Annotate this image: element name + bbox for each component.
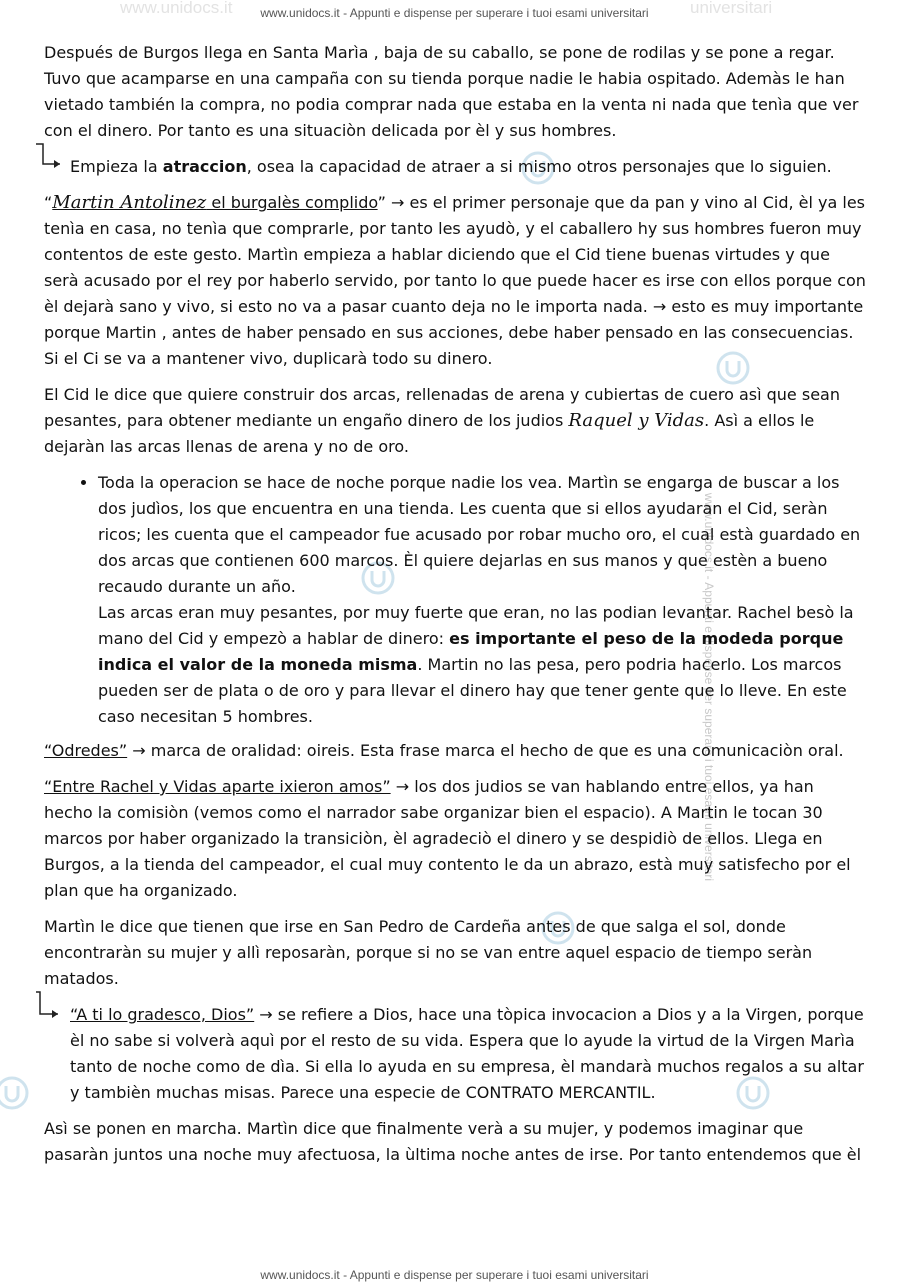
watermark-top: www.unidocs.it - Appunti e dispense per superare i tuoi esami universitari (260, 6, 649, 20)
martin-text: es el primer personaje que da pan y vino al Cid, èl ya les tenìa en casa, no tenìa que comprarle, por tanto les ayudò, y el caballero hy sus hombres fueron muy contentos de este gesto. Martìn empieza a hablar diciendo que el Cid tiene buenas virtudes y que serà acusado por el rey por haberlo servido, por tanto lo que puede hacer es irse con ellos porque con èl dejarà sano y vivo, si esto no va a pasar cuanto deja no le importa nada. → esto es muy importante porque Martin , antes de haber pensado en sus acciones, debe haber pensado en las consecuencias. Si el Ci se va a mantener vivo, duplicarà todo su dinero. (44, 193, 866, 368)
operacion-text: Toda la operacion se hace de noche porque nadie los vea. Martìn se engarga de buscar a los dos judìos, los que encuentra en una tienda. Les cuenta que si ellos ayudaran el Cid, seràn ricos; les cuenta que el campeador fue acusado por robar mucho oro, el cual està guardado en dos arcas que contienen 600 marcos. Èl quiere dejarlas en sus manos y que estèn a bueno recaudo durante un año. (98, 473, 861, 596)
quote-open: “ (44, 193, 53, 212)
ghost-watermark-left: www.unidocs.it (120, 0, 233, 17)
arcas-text-b: . Asì a ellos le dejaràn las arcas llenas de arena y no de oro. (44, 411, 815, 456)
paragraph-odredes (44, 738, 866, 764)
watermark-bottom: www.unidocs.it - Appunti e dispense per superare i tuoi esami universitari (260, 1268, 649, 1282)
odredes-text: → marca de oralidad: oireis. Esta frase marca el hecho de que es una comunicaciòn oral. (127, 741, 844, 760)
ghost-watermark-right: universitari (690, 0, 773, 17)
arcas-text-a: El Cid le dice que quiere construir dos arcas, rellenadas de arena y cubiertas de cuero asì que sean pesantes, para obtener mediante un engaño dinero de los judios (44, 385, 840, 430)
entre-quote: “Entre Rachel y Vidas aparte ixieron amos” (44, 777, 391, 796)
bullet-list (44, 470, 866, 730)
atraccion-text-b: , osea la capacidad de atraer a si mismo otros personajes que lo siguien. (246, 157, 832, 176)
paragraph-dios (44, 1002, 866, 1106)
marcos-text: . Martin no las pesa, pero podria hacerlo. Los marcos pueden ser de plata o de oro y para llevar el dinero hay que tener gente que lo lleve. En este caso necesitan 5 hombres. (98, 655, 847, 726)
dios-quote: “A ti lo gradesco, Dios” (70, 1005, 255, 1024)
paragraph-marcha: Asì se ponen en marcha. Martìn dice que finalmente verà a su mujer, y podemos imaginar que pasaràn juntos una noche muy afectuosa, la ùltima noche antes de irse. Por tanto entendemos que èl (44, 1119, 862, 1164)
odredes-quote: “Odredes” (44, 741, 128, 760)
judios-names: Raquel y Vidas (568, 410, 705, 431)
paragraph-martin (44, 190, 866, 372)
list-item (98, 470, 866, 730)
peso-bold: es importante el peso de la modeda porque indica el valor de la moneda misma (98, 629, 844, 674)
martin-name: Martin Antolinez (52, 192, 207, 213)
entre-text: → los dos judios se van hablando entre ellos, ya han hecho la comisiòn (vemos como el narrador sabe organizar bien el espacio). A Martin le tocan 30 marcos por haber organizado la transiciòn, èl agradeciò el dinero y se despidiò de ellos. Llega en Burgos, a la tienda del campeador, el cual muy contento le da un abrazo, està muy satisfecho por el plan que ha organizado. (44, 777, 851, 900)
quote-close-arrow: ” → (377, 193, 410, 212)
corner-arrow-icon (34, 142, 64, 170)
atraccion-text-a: Empieza la (70, 157, 163, 176)
dios-text: → se refiere a Dios, hace una tòpica invocacion a Dios y a la Virgen, porque èl no sabe si volverà aquì por el resto de su vida. Espera que lo ayude la virtud de la Virgen Marìa tanto de noche como de dìa. Si ella lo ayuda en su empresa, èl mandarà muchos regalos a su altar y tambièn muchas misas. Parece una especie de CONTRATO MERCANTIL. (70, 1005, 864, 1102)
paragraph-cardena: Martìn le dice que tienen que irse en San Pedro de Cardeña antes de que salga el sol, donde encontraràn su mujer y allì reposaràn, porque si no se van entre aquel espacio de tiempo seràn matados. (44, 917, 813, 988)
paragraph-1: Después de Burgos llega en Santa Marìa , baja de su caballo, se pone de rodilas y se pone a regar. Tuvo que acamparse en una campaña con su tienda porque nadie le habia ospitado. Ademàs le han vietado también la compra, no podia comprar nada que estaba en la venta ni nada que tenìa que ver con el dinero. Por tanto es una situaciòn delicada por èl y sus hombres. (44, 43, 859, 140)
paragraph-atraccion (44, 154, 866, 180)
paragraph-arcas (44, 382, 866, 460)
side-watermark-right: www.unidocs.it - Appunti e dispense per superare i tuoi esami universitari (702, 492, 717, 882)
atraccion-bold: atraccion (162, 157, 247, 176)
document-body (44, 40, 866, 1178)
paragraph-entre (44, 774, 866, 904)
unidocs-logo-icon (0, 1075, 30, 1111)
martin-epithet: el burgalès complido (206, 193, 378, 212)
pesantes-text: Las arcas eran muy pesantes, por muy fuerte que eran, no las podian levantar. Rachel besò la mano del Cid y empezò a hablar de dinero: (98, 603, 854, 648)
corner-arrow-icon (34, 990, 64, 1018)
